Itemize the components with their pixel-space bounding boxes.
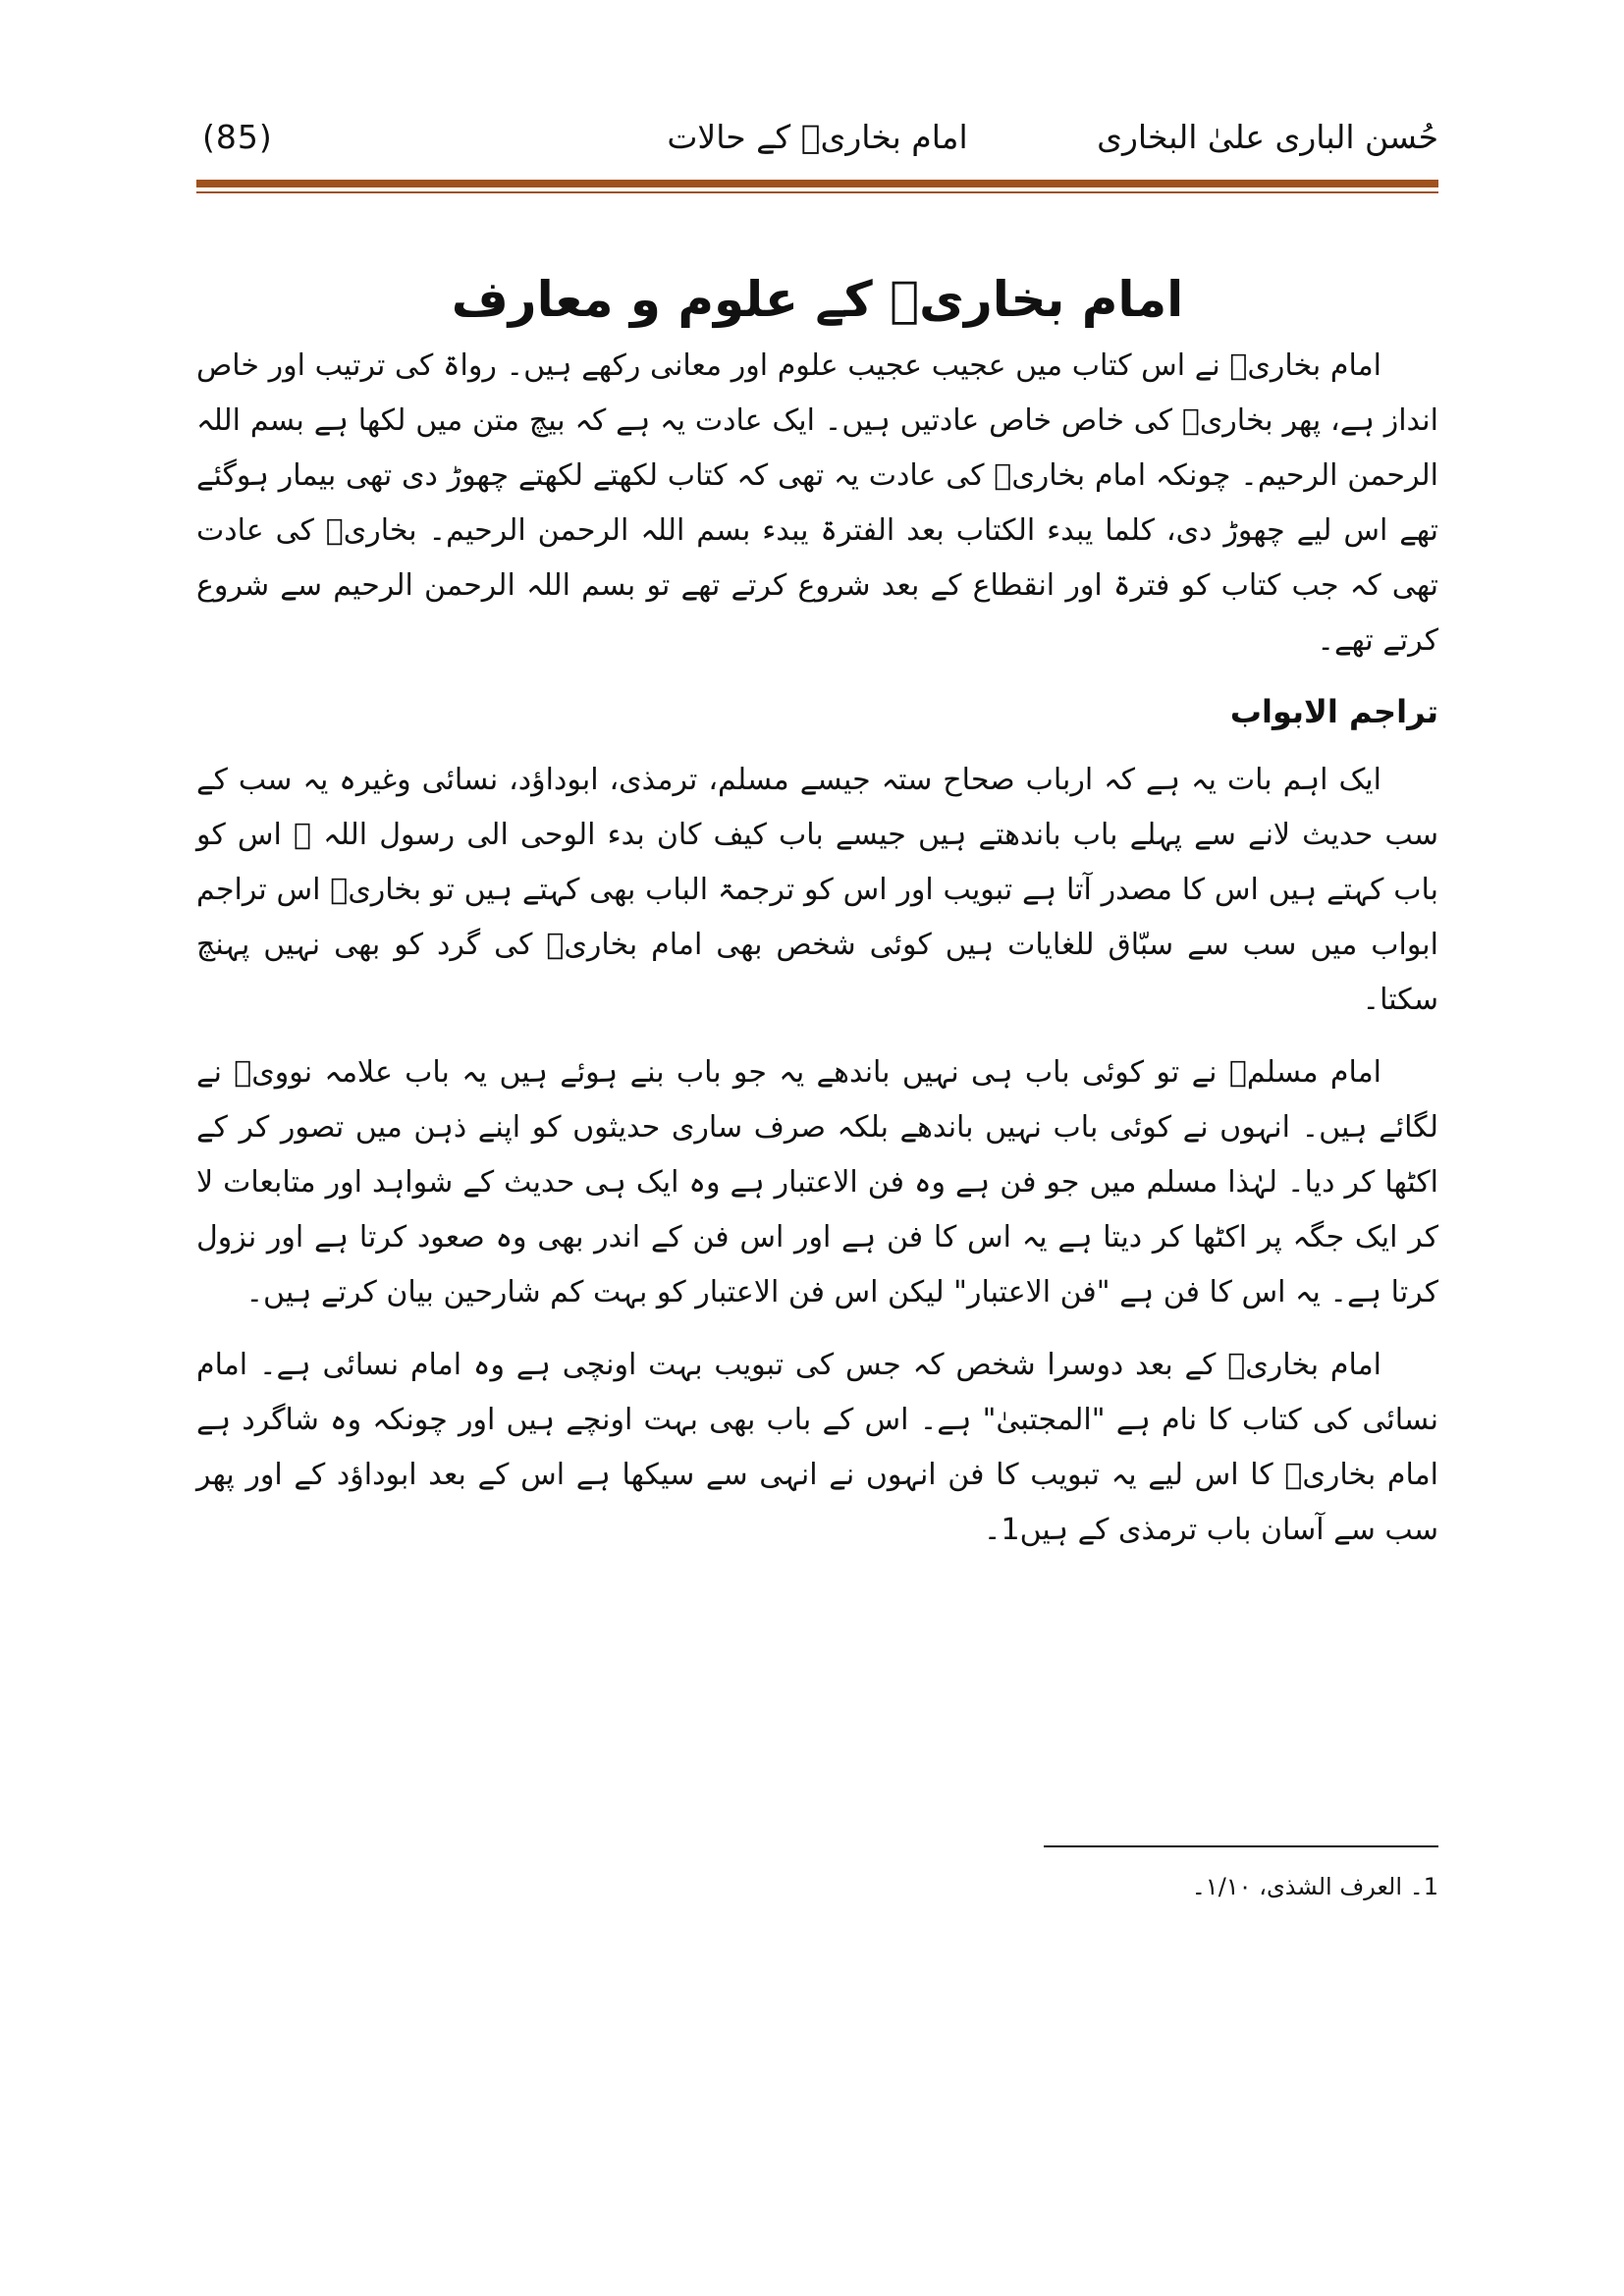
running-header xyxy=(196,116,1438,175)
paragraph-2: ایک اہم بات یہ ہے کہ ارباب صحاح ستہ جیسے مسلم، ترمذی، ابوداؤد، نسائی وغیرہ یہ سب کے سب حدیث لانے سے پہلے باب باندھتے ہیں جیسے باب کیف کان بدء الوحی الی رسول اللہ ﷺ اس کو باب کہتے ہیں اس کا مصدر آتا ہے تبویب اور اس کو ترجمۃ الباب بھی کہتے ہیں تو بخاریؒ اس تراجم ابواب میں سب سے سبّاق للغایات ہیں کوئی شخص بھی امام بخاریؒ کی گرد کو بھی نہیں پہنچ سکتا۔ xyxy=(196,763,1438,1017)
paragraph-4: امام بخاریؒ کے بعد دوسرا شخص کہ جس کی تبویب بہت اونچی ہے وہ امام نسائی ہے۔ امام نسائی کی کتاب کا نام ہے "المجتبیٰ" ہے۔ اس کے باب بھی بہت اونچے ہیں اور چونکہ وہ شاگرد ہے امام بخاریؒ کا اس لیے یہ تبویب کا فن انہوں نے انہی سے سیکھا ہے اس کے بعد ابوداؤد کے اور پھر سب سے آسان باب ترمذی کے ہیں1۔ xyxy=(196,1348,1438,1547)
subheading: تراجم الابواب xyxy=(1229,693,1438,730)
paragraph-1: امام بخاریؒ نے اس کتاب میں عجیب عجیب علوم اور معانی رکھے ہیں۔ رواۃ کی ترتیب اور خاص انداز ہے، پھر بخاریؒ کی خاص خاص عادتیں ہیں۔ ایک عادت یہ ہے کہ بیچ متن میں لکھا ہے بسم اللہ الرحمن الرحیم۔ چونکہ امام بخاریؒ کی عادت یہ تھی کہ کتاب لکھتے لکھتے چھوڑ دی تھی بیمار ہوگئے تھے اس لیے چھوڑ دی، کلما یبدء الکتاب بعد الفترۃ یبدء بسم اللہ الرحمن الرحیم۔ بخاریؒ کی عادت تھی کہ جب کتاب کو فترۃ اور انقطاع کے بعد شروع کرتے تھے تو بسم اللہ الرحمن الرحیم سے شروع کرتے تھے۔ xyxy=(196,348,1438,658)
section-title: امام بخاریؒ کے علوم و معارف xyxy=(451,270,1184,328)
header-rule-thin xyxy=(196,191,1438,193)
header-rule-thick xyxy=(196,180,1438,187)
body-text xyxy=(196,339,1438,1575)
footnote: 1۔ العرف الشذی، ۱/۱۰۔ xyxy=(1191,1873,1438,1900)
book-title: حُسن الباری علیٰ البخاری xyxy=(1097,118,1438,156)
paragraph-3: امام مسلمؒ نے تو کوئی باب ہی نہیں باندھے یہ جو باب بنے ہوئے ہیں یہ باب علامہ نوویؒ نے لگائے ہیں۔ انہوں نے کوئی باب نہیں باندھے بلکہ صرف ساری حدیثوں کو اپنے ذہن میں تصور کر کے اکٹھا کر دیا۔ لہٰذا مسلم میں جو فن ہے وہ فن الاعتبار ہے وہ ایک ہی حدیث کے شواہد اور متابعات لا کر ایک جگہ پر اکٹھا کر دیتا ہے یہ اس کا فن ہے اور اس فن کے اندر بھی وہ صعود کرتا ہے اور نزول کرتا ہے۔ یہ اس کا فن ہے "فن الاعتبار" لیکن اس فن الاعتبار کو بہت کم شارحین بیان کرتے ہیں۔ xyxy=(196,1055,1438,1309)
page-number: (85) xyxy=(202,118,273,156)
running-chapter-title: امام بخاریؒ کے حالات xyxy=(667,118,968,156)
footnote-separator xyxy=(1044,1845,1438,1847)
